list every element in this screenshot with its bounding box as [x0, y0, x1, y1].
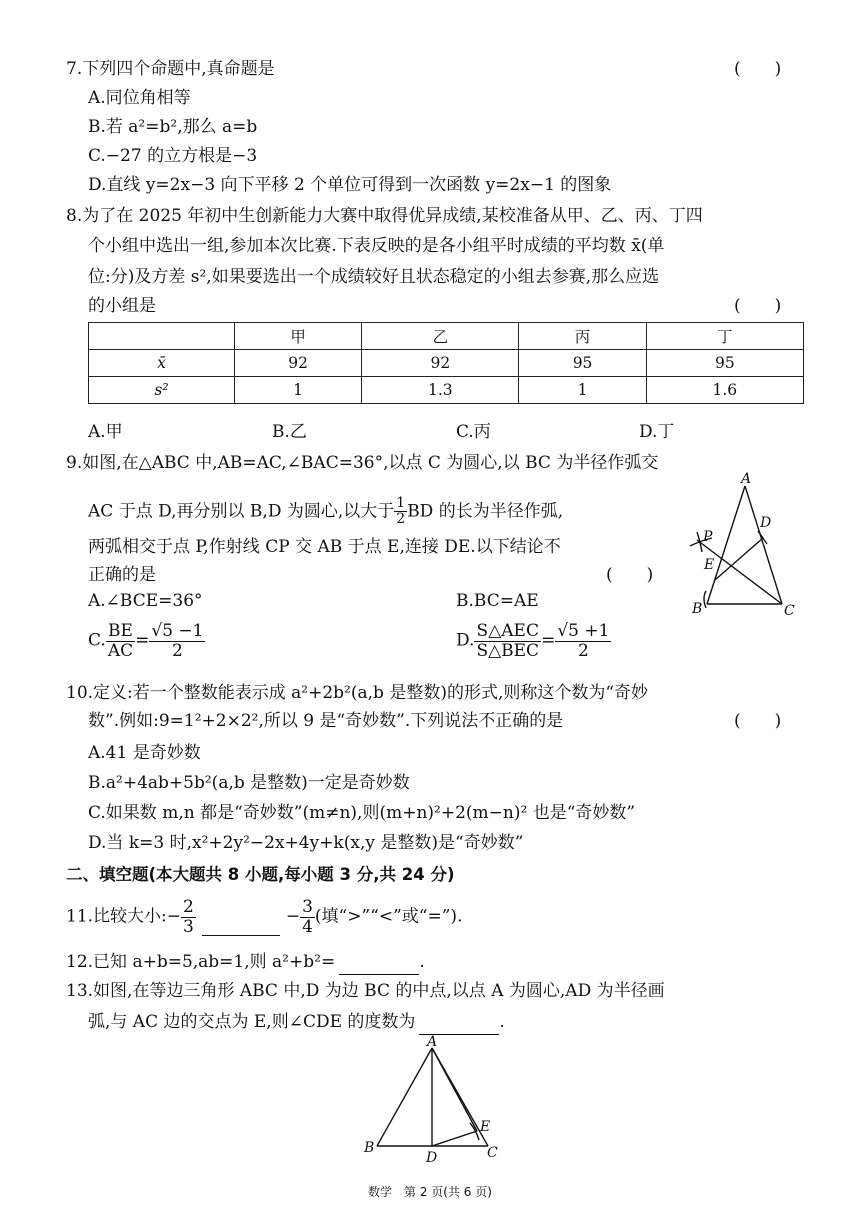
period: . [499, 1012, 505, 1032]
page-footer: 数学 第 2 页(共 6 页) [368, 1185, 492, 1199]
fraction-numerator: √5 +1 [557, 621, 610, 641]
q13-label-a: A [427, 1034, 438, 1050]
fraction-denominator: 3 [183, 916, 194, 937]
fraction-numerator: 3 [302, 897, 313, 917]
q9-line-3: 两弧相交于点 P,作射线 CP 交 AB 于点 E,连接 DE.以下结论不 [88, 537, 561, 557]
q9-line-4: 正确的是 [88, 565, 156, 585]
q10-option-c: C.如果数 m,n 都是“奇妙数”(m≠n),则(m+n)²+2(m−n)² 也是“奇妙数” [88, 803, 636, 823]
table-cell: 95 [519, 350, 646, 377]
q8-answer-paren: ( ) [734, 296, 782, 316]
q7-option-a: A.同位角相等 [88, 88, 191, 108]
fraction-numerator: √5 −1 [151, 621, 204, 641]
q12-text: 12.已知 a+b=5,ab=1,则 a²+b²= [66, 952, 336, 972]
q13-line-1: 13.如图,在等边三角形 ABC 中,D 为边 BC 的中点,以点 A 为圆心,AD 为半径画 [66, 981, 665, 1001]
period: . [419, 952, 425, 972]
q8-option-c: C.丙 [456, 422, 491, 442]
q8-option-d: D.丁 [639, 422, 675, 442]
q8-line-3: 位:分)及方差 s²,如果要选出一个成绩较好且状态稳定的小组去参赛,那么应选 [88, 267, 660, 287]
q13-text: 弧,与 AC 边的交点为 E,则∠CDE 的度数为 [88, 1012, 416, 1032]
option-label: D. [456, 630, 475, 651]
equals-sign: = [541, 630, 556, 651]
q8-option-b: B.乙 [272, 422, 307, 442]
q9-label-b: B [692, 601, 703, 617]
q7-stem: 7.下列四个命题中,真命题是 [66, 59, 275, 79]
segment-de [432, 1131, 477, 1146]
table-cell: 1.3 [362, 377, 519, 404]
q13-label-d: D [426, 1150, 438, 1166]
q10-line-2: 数”.例如:9=1²+2×2²,所以 9 是“奇妙数”.下列说法不正确的是 [88, 711, 564, 731]
table-cell: 92 [235, 350, 362, 377]
q9-option-a: A.∠BCE=36° [88, 591, 203, 611]
section-2-heading: 二、填空题(本大题共 8 小题,每小题 3 分,共 24 分) [66, 865, 455, 884]
option-label: C. [88, 630, 106, 651]
table-header-cell: 丁 [646, 323, 803, 350]
q7-option-d: D.直线 y=2x−3 向下平移 2 个单位可得到一次函数 y=2x−1 的图象 [88, 175, 612, 195]
table-header-cell: 丙 [519, 323, 646, 350]
fraction-numerator: BE [106, 622, 135, 642]
table-cell: 1.6 [646, 377, 803, 404]
q10-option-b: B.a²+4ab+5b²(a,b 是整数)一定是奇妙数 [88, 773, 410, 793]
row-label-variance: s² [89, 377, 235, 404]
q7-option-b: B.若 a²=b²,那么 a=b [88, 117, 258, 137]
q10-line-1: 10.定义:若一个整数能表示成 a²+2b²(a,b 是整数)的形式,则称这个数为“奇妙 [66, 683, 649, 703]
q8-line-2: 个小组中选出一组,参加本次比赛.下表反映的是各小组平时成绩的平均数 x̄(单 [88, 236, 665, 256]
fraction-denominator: 2 [396, 511, 406, 528]
minus-sign: − [285, 906, 301, 927]
q9-line-1: 9.如图,在△ABC 中,AB=AC,∠BAC=36°,以点 C 为圆心,以 BC 为半径作弧交 [66, 453, 659, 473]
table-cell: 95 [646, 350, 803, 377]
q7-option-c: C.−27 的立方根是−3 [88, 146, 258, 166]
q9-label-d: D [760, 515, 772, 531]
q13-label-c: C [487, 1145, 498, 1161]
fraction-numerator: S△AEC [474, 622, 541, 642]
fraction-denominator: AC [107, 640, 134, 661]
table-cell: 1 [519, 377, 646, 404]
q11-hint: (填“>”“<”或“=”). [314, 906, 463, 927]
q9-label-e: E [704, 557, 715, 573]
q9-label-p: P [703, 529, 713, 545]
table-header-cell: 甲 [235, 323, 362, 350]
fraction-denominator: 2 [172, 640, 183, 661]
q10-option-a: A.41 是奇妙数 [88, 743, 201, 763]
q9-answer-paren: ( ) [606, 565, 654, 585]
q13-label-e: E [480, 1119, 491, 1135]
q13-label-b: B [364, 1140, 375, 1156]
q10-answer-paren: ( ) [734, 711, 782, 731]
segment-ab [377, 1048, 432, 1146]
segment-ae [432, 1048, 477, 1131]
fraction-denominator: 2 [577, 640, 589, 661]
fraction-numerator: 1 [396, 495, 406, 511]
table-cell: 1 [235, 377, 362, 404]
q9-option-b: B.BC=AE [456, 591, 539, 611]
row-label-mean: x̄ [89, 350, 235, 377]
equals-sign: = [135, 630, 150, 651]
table-header-cell: 乙 [362, 323, 519, 350]
fraction-denominator: S△BEC [476, 640, 540, 661]
q9-label-c: C [784, 603, 795, 619]
q8-option-a: A.甲 [88, 422, 123, 442]
q9-label-a: A [741, 471, 752, 487]
table-cell: 92 [362, 350, 519, 377]
q8-line-1: 8.为了在 2025 年初中生创新能力大赛中取得优异成绩,某校准备从甲、乙、丙、丁四 [66, 206, 703, 226]
q11-label: 11.比较大小:− [66, 906, 182, 927]
q9-line-2a: AC 于点 D,再分别以 B,D 为圆心,以大于 [88, 501, 395, 522]
q8-line-4: 的小组是 [88, 296, 156, 316]
fraction-denominator: 4 [302, 916, 313, 937]
q10-option-d: D.当 k=3 时,x²+2y²−2x+4y+k(x,y 是整数)是“奇妙数” [88, 833, 524, 853]
q9-line-2b: BD 的长为半径作弧, [407, 501, 564, 522]
q7-answer-paren: ( ) [734, 59, 782, 79]
fraction-numerator: 2 [183, 897, 194, 917]
